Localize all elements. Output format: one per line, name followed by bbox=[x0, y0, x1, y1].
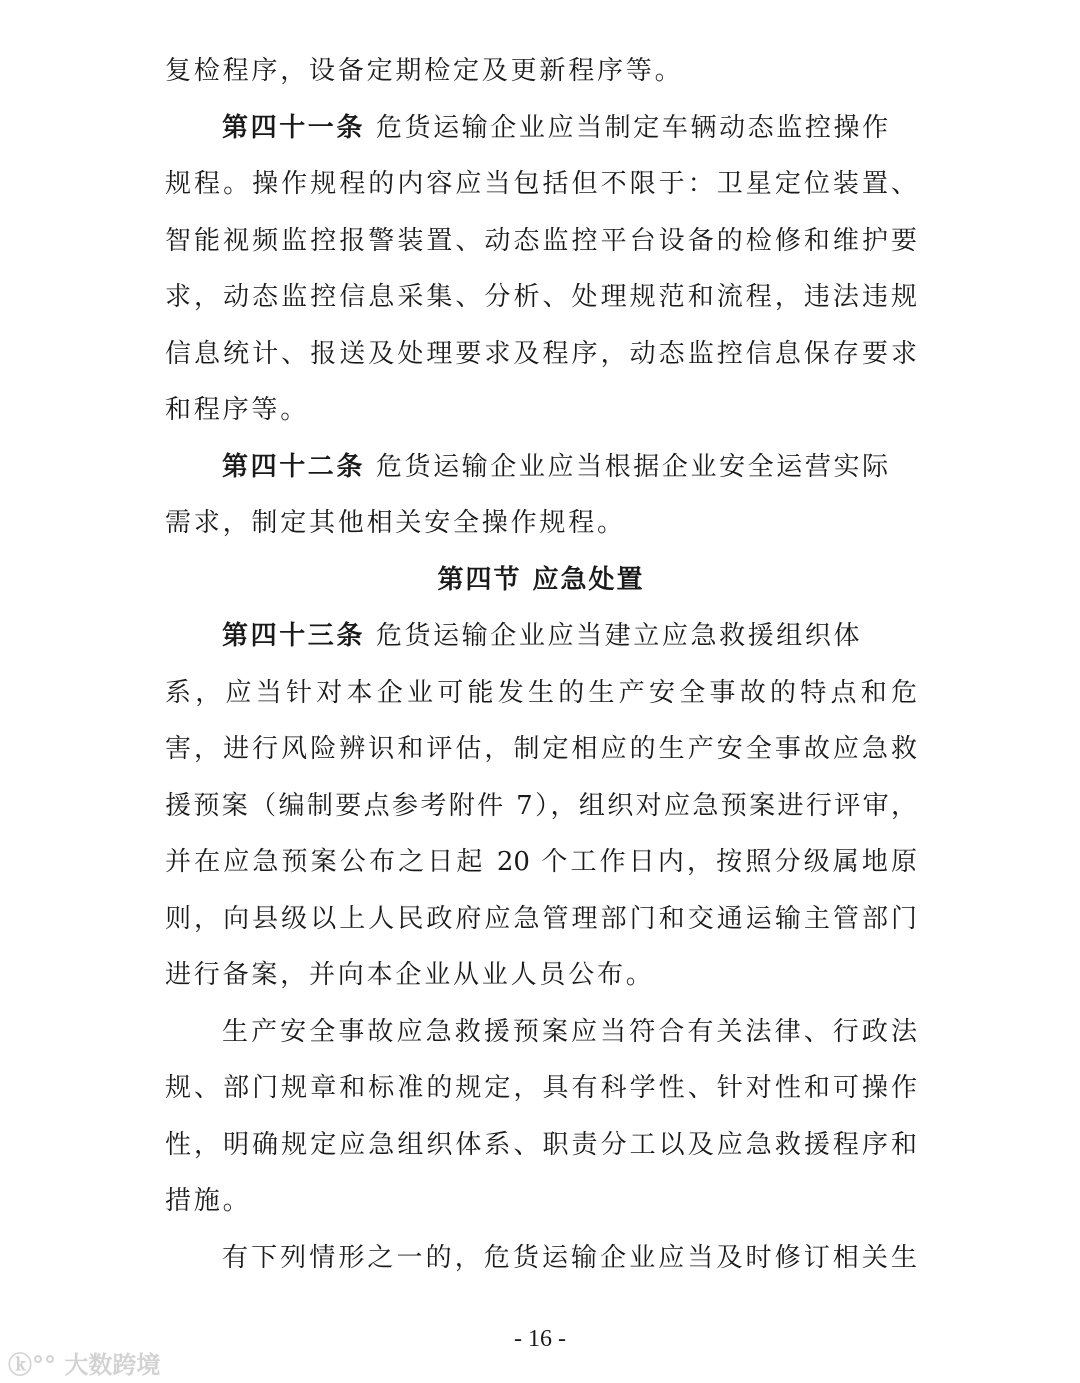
text-line bbox=[165, 1233, 917, 1290]
text-line bbox=[165, 272, 917, 329]
line-text: 并在应急预案公布之日起 20 个工作日内，按照分级属地原 bbox=[165, 847, 917, 877]
text-line bbox=[165, 1063, 917, 1120]
line-text: 需求，制定其他相关安全操作规程。 bbox=[165, 508, 626, 538]
line-text: 有下列情形之一的，危货运输企业应当及时修订相关生 bbox=[222, 1242, 917, 1273]
article-number: 第四十二条 bbox=[222, 451, 366, 482]
line-text: 援预案（编制要点参考附件 7），组织对应急预案进行评审， bbox=[165, 790, 917, 821]
text-line bbox=[165, 46, 917, 103]
text-line bbox=[165, 329, 917, 386]
line-text: 则，向县级以上人民政府应急管理部门和交通运输主管部门 bbox=[165, 903, 917, 934]
line-text: 危货运输企业应当根据企业安全运营实际 bbox=[365, 451, 891, 482]
line-text: 求，动态监控信息采集、分析、处理规范和流程，违法违规 bbox=[165, 282, 917, 312]
text-line bbox=[165, 103, 917, 160]
text-line bbox=[165, 159, 917, 216]
text-line bbox=[165, 781, 917, 838]
text-line bbox=[165, 442, 917, 499]
line-text: 和程序等。 bbox=[165, 395, 310, 425]
document-body bbox=[165, 46, 917, 1289]
article-number: 第四十三条 bbox=[222, 621, 366, 651]
line-text: 措施。 bbox=[165, 1186, 252, 1216]
text-line bbox=[165, 385, 917, 442]
text-line bbox=[165, 1176, 917, 1233]
line-text: 危货运输企业应当建立应急救援组织体 bbox=[365, 621, 863, 651]
text-line bbox=[165, 724, 917, 781]
text-line bbox=[165, 216, 917, 273]
text-line bbox=[165, 1120, 917, 1177]
article-number: 第四十一条 bbox=[222, 112, 366, 143]
watermark-icon: ⓚ°° bbox=[8, 1351, 56, 1379]
watermark-logo bbox=[8, 1345, 160, 1380]
watermark-text: 大数跨境 bbox=[64, 1351, 161, 1379]
line-text: 害，进行风险辨识和评估，制定相应的生产安全事故应急救 bbox=[165, 734, 917, 764]
text-line bbox=[165, 950, 917, 1007]
line-text: 规、部门规章和标准的规定，具有科学性、针对性和可操作 bbox=[165, 1073, 917, 1103]
line-text: 进行备案，并向本企业从业人员公布。 bbox=[165, 960, 655, 990]
section-heading: 第四节 应急处置 bbox=[437, 564, 645, 595]
line-text: 智能视频监控报警装置、动态监控平台设备的检修和维护要 bbox=[165, 225, 917, 256]
page-number: - 16 - bbox=[514, 1326, 566, 1352]
text-line bbox=[165, 611, 917, 668]
text-line bbox=[165, 1007, 917, 1064]
text-line bbox=[165, 894, 917, 951]
text-line bbox=[165, 498, 917, 555]
text-line bbox=[165, 668, 917, 725]
line-text: 生产安全事故应急救援预案应当符合有关法律、行政法 bbox=[222, 1016, 917, 1047]
line-text: 性，明确规定应急组织体系、职责分工以及应急救援程序和 bbox=[165, 1129, 917, 1160]
line-text: 信息统计、报送及处理要求及程序，动态监控信息保存要求 bbox=[165, 338, 917, 369]
line-text: 危货运输企业应当制定车辆动态监控操作 bbox=[365, 112, 891, 143]
line-text: 复检程序，设备定期检定及更新程序等。 bbox=[165, 56, 684, 86]
line-text: 系，应当针对本企业可能发生的生产安全事故的特点和危 bbox=[165, 677, 917, 708]
line-text: 规程。操作规程的内容应当包括但不限于：卫星定位装置、 bbox=[165, 169, 917, 199]
text-line bbox=[165, 837, 917, 894]
